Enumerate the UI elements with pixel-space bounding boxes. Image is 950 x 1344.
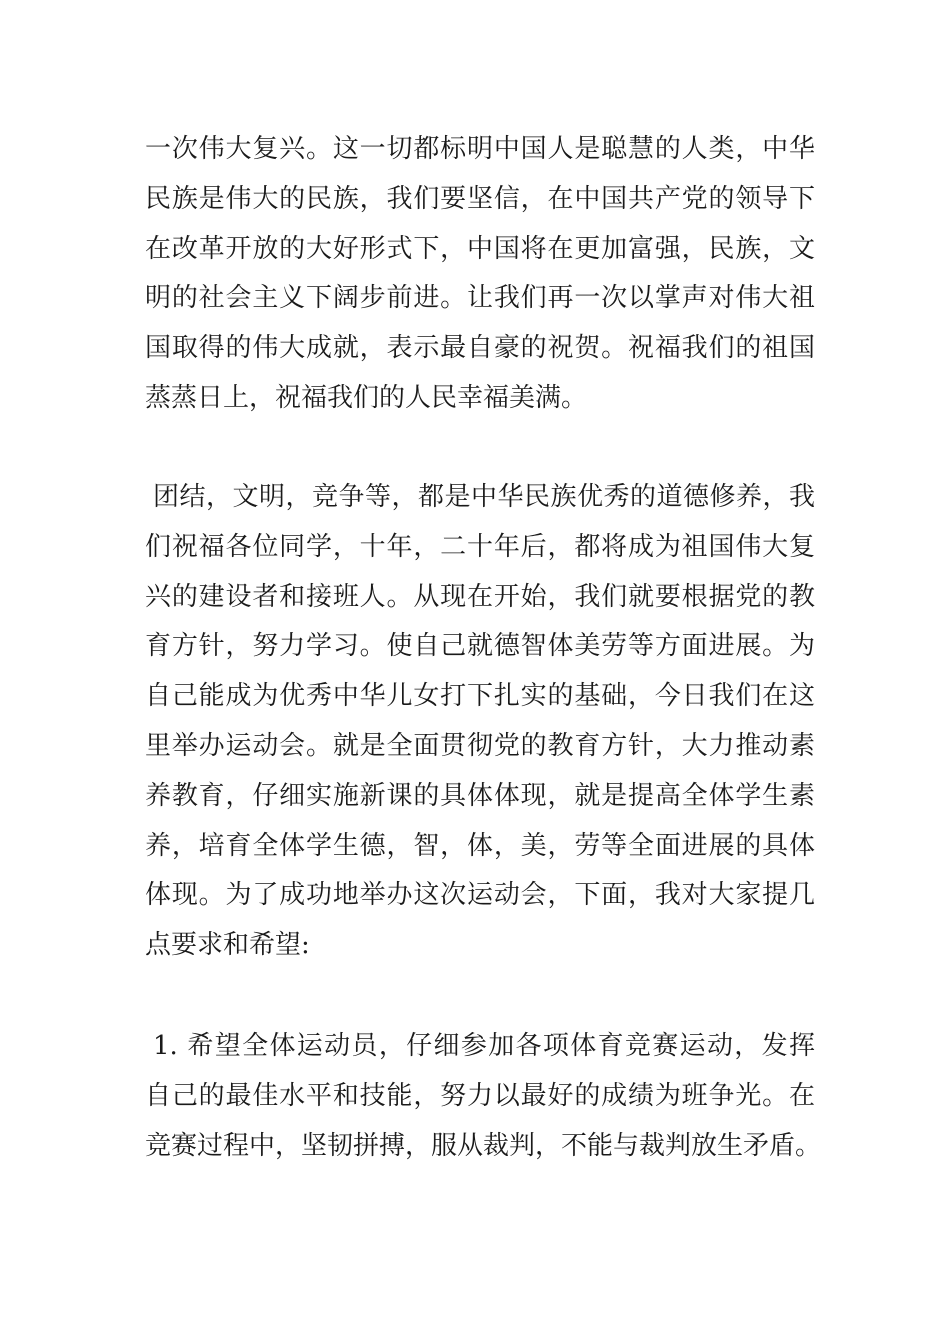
text-line: 在改革开放的大好形式下，中国将在更加富强，民族，文 [145,233,815,264]
text-line: 自己能成为优秀中华儿女打下扎实的基础，今日我们在这 [145,681,815,712]
list-item-text-line: 自己的最佳水平和技能，努力以最好的成绩为班争光。在 [145,1080,815,1111]
text-line: 养教育，仔细实施新课的具体体现，就是提高全体学生素 [145,780,815,811]
text-line: 蒸蒸日上，祝福我们的人民幸福美满。 [145,382,588,413]
text-line: 体现。为了成功地举办这次运动会，下面，我对大家提几 [145,880,815,911]
text-line: 们祝福各位同学，十年，二十年后，都将成为祖国伟大复 [145,531,815,562]
paragraph-2 [145,473,815,971]
text-line: 团结，文明，竞争等，都是中华民族优秀的道德修养，我 [153,482,815,512]
text-line: 民族是伟大的民族，我们要坚信，在中国共产党的领导下 [145,183,815,214]
text-line: 育方针，努力学习。使自己就德智体美劳等方面进展。为 [145,631,815,662]
text-line: 明的社会主义下阔步前进。让我们再一次以掌声对伟大祖 [145,283,815,314]
text-line: 点要求和希望: [145,930,310,961]
text-line: 养，培育全体学生德，智，体，美，劳等全面进展的具体 [145,830,815,861]
text-line: 一次伟大复兴。这一切都标明中国人是聪慧的人类，中华 [145,134,815,164]
text-line: 国取得的伟大成就，表示最自豪的祝贺。祝福我们的祖国 [145,333,815,364]
paragraph-3 [145,1022,822,1171]
list-item-text-line: 竞赛过程中，坚韧拼搏，服从裁判，不能与裁判放生矛盾。 [145,1130,822,1161]
text-line: 兴的建设者和接班人。从现在开始，我们就要根据党的教 [145,581,815,612]
list-item-text-line: 1. 希望全体运动员，仔细参加各项体育竞赛运动，发挥 [153,1031,815,1061]
text-line: 里举办运动会。就是全面贯彻党的教育方针，大力推动素 [145,730,815,761]
paragraph-1 [145,125,815,424]
